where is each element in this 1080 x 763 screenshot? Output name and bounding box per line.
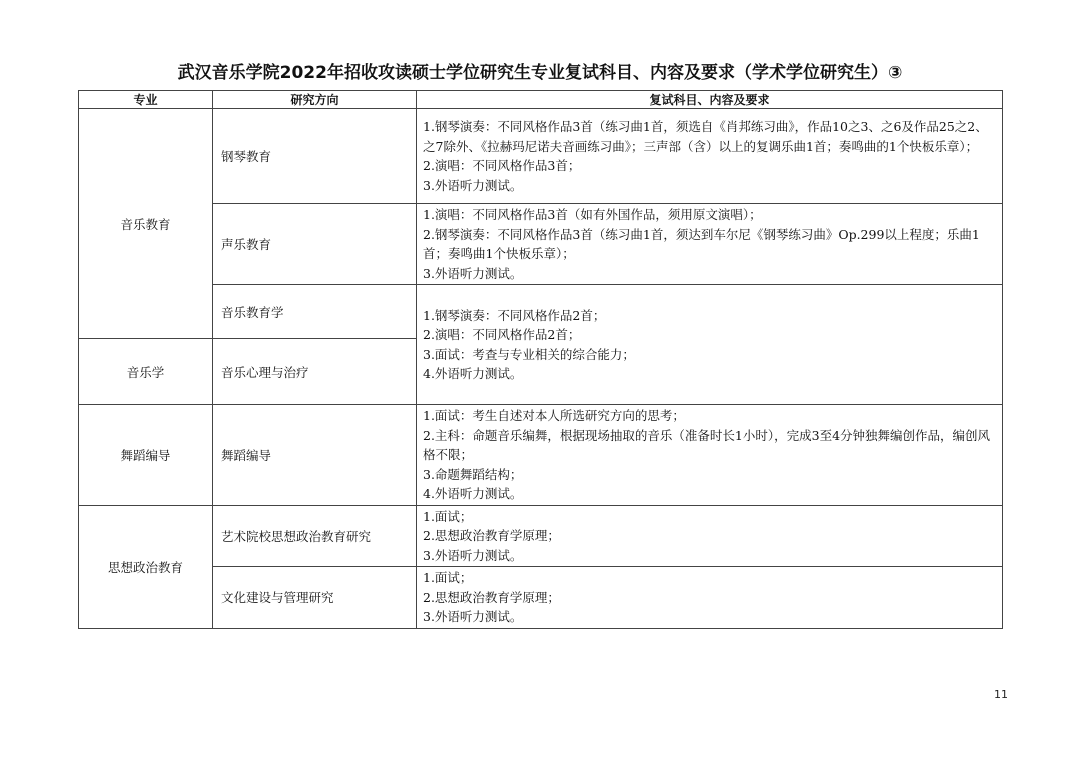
direction-cell: 艺术院校思想政治教育研究 bbox=[213, 505, 417, 567]
requirement-line: 1.面试； bbox=[423, 508, 473, 524]
requirements-cell bbox=[417, 505, 1003, 567]
major-cell: 音乐学 bbox=[79, 339, 213, 405]
requirement-line: 2.主科：命题音乐编舞，根据现场抽取的音乐（准备时长1小时），完成3至4分钟独舞编创作品，编创风格不限； bbox=[423, 427, 991, 462]
table-row bbox=[79, 285, 1003, 339]
table-row bbox=[79, 567, 1003, 629]
header-major: 专业 bbox=[79, 91, 213, 109]
direction-cell: 声乐教育 bbox=[213, 204, 417, 285]
requirement-line: 3.面试：考查与专业相关的综合能力； bbox=[423, 346, 635, 362]
requirements-table bbox=[78, 90, 1003, 629]
table-header-row bbox=[79, 91, 1003, 109]
requirement-line: 4.外语听力测试。 bbox=[423, 366, 523, 381]
requirement-line: 2.演唱：不同风格作品2首； bbox=[423, 327, 581, 342]
table-row bbox=[79, 505, 1003, 567]
page-title: 武汉音乐学院2022年招收攻读硕士学位研究生专业复试科目、内容及要求（学术学位研究生）③ bbox=[177, 63, 903, 83]
requirement-line: 4.外语听力测试。 bbox=[423, 486, 523, 501]
table-row bbox=[79, 405, 1003, 506]
requirement-line: 3.外语听力测试。 bbox=[423, 177, 523, 193]
requirement-line: 2.演唱：不同风格作品3首； bbox=[423, 158, 581, 173]
direction-cell: 音乐教育学 bbox=[213, 285, 417, 339]
requirements-cell bbox=[417, 109, 1003, 204]
requirement-line: 2.思想政治教育学原理； bbox=[423, 589, 560, 605]
requirement-line: 3.命题舞蹈结构； bbox=[423, 466, 523, 482]
direction-cell: 文化建设与管理研究 bbox=[213, 567, 417, 629]
requirements-cell bbox=[417, 285, 1003, 405]
header-requirements: 复试科目、内容及要求 bbox=[417, 91, 1003, 109]
requirement-line: 1.钢琴演奏：不同风格作品3首（练习曲1首，须选自《肖邦练习曲》，作品10之3、之6及作品25之2、之7除外、《拉赫玛尼诺夫音画练习曲》；三声部（含）以上的复调乐曲1首；奏鸣曲的1个快板乐章）； bbox=[423, 119, 988, 154]
major-cell: 音乐教育 bbox=[79, 109, 213, 339]
requirement-line: 1.演唱：不同风格作品3首（如有外国作品，须用原文演唱）； bbox=[423, 207, 762, 222]
header-direction: 研究方向 bbox=[213, 91, 417, 109]
requirement-line: 1.面试； bbox=[423, 570, 473, 585]
major-cell: 舞蹈编导 bbox=[79, 405, 213, 506]
requirements-cell bbox=[417, 567, 1003, 629]
table-row bbox=[79, 109, 1003, 204]
direction-cell: 音乐心理与治疗 bbox=[213, 339, 417, 405]
major-cell: 思想政治教育 bbox=[79, 505, 213, 628]
table-row bbox=[79, 204, 1003, 285]
requirement-line: 1.面试：考生自述对本人所选研究方向的思考； bbox=[423, 408, 685, 423]
direction-cell: 钢琴教育 bbox=[213, 109, 417, 204]
page-number: 11 bbox=[994, 688, 1008, 701]
requirement-line: 1.钢琴演奏：不同风格作品2首； bbox=[423, 307, 606, 323]
requirement-line: 3.外语听力测试。 bbox=[423, 547, 523, 563]
requirement-line: 3.外语听力测试。 bbox=[423, 609, 523, 624]
direction-cell: 舞蹈编导 bbox=[213, 405, 417, 506]
requirements-cell bbox=[417, 405, 1003, 506]
requirements-cell bbox=[417, 204, 1003, 285]
requirement-line: 2.思想政治教育学原理； bbox=[423, 528, 560, 543]
requirement-line: 3.外语听力测试。 bbox=[423, 265, 523, 281]
requirement-line: 2.钢琴演奏：不同风格作品3首（练习曲1首，须达到车尔尼《钢琴练习曲》Op.299以上程度；乐曲1首；奏鸣曲1个快板乐章）； bbox=[423, 226, 980, 261]
